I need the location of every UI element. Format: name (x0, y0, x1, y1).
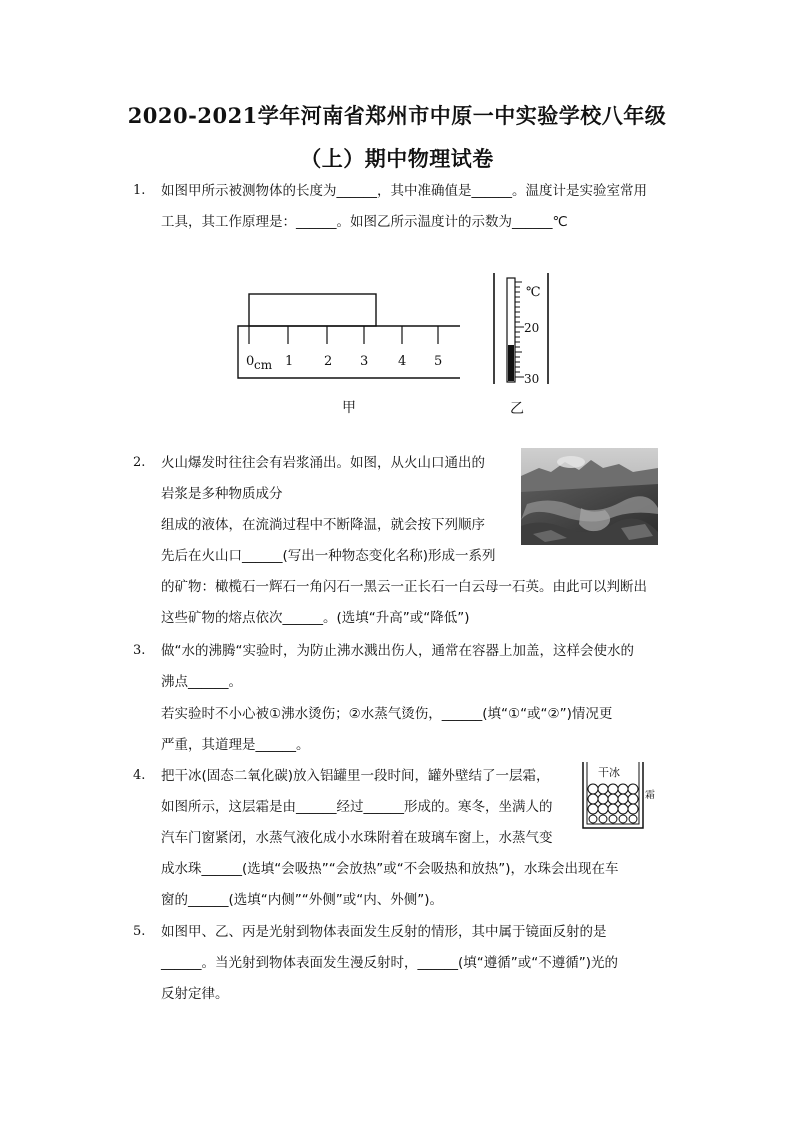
question-text-line: 把干冰(固态二氧化碳)放入铝罐里一段时间，罐外壁结了一层霜， (161, 768, 550, 784)
question-number: 1. (133, 183, 146, 198)
question-text-line: 工具，其工作原理是：______。如图乙所示温度计的示数为______℃ (161, 214, 568, 230)
ruler-ticks (249, 326, 438, 344)
thermometer (494, 273, 548, 385)
question-text-line: 成水珠______(选填“会吸热”“会放热”或“不会吸热和放热”)，水珠会出现在车 (161, 861, 619, 877)
question-text-line: 汽车门窗紧闭，水蒸气液化成小水珠附着在玻璃车窗上，水蒸气变 (161, 830, 553, 846)
question-text-line: 做“水的沸腾“实验时，为防止沸水溅出伤人，通常在容器上加盖，这样会使水的 (161, 643, 634, 659)
dry-ice-label: 干冰 (598, 766, 620, 779)
ruler-label: 2 (324, 354, 333, 369)
volcano-photo (521, 448, 658, 545)
frost-label: 霜 (645, 790, 655, 801)
question-text-line: 如图所示，这层霜是由______经过______形成的。寒冬，坐满人的 (161, 799, 553, 815)
question-text-line: ______。当光射到物体表面发生漫反射时，______(填“遵循”或“不遵循”)光的 (161, 955, 619, 971)
question-text-line: 岩浆是多种物质成分 (161, 486, 283, 502)
question-text-line: 窗的______(选填“内侧”“外侧”或“内、外侧”)。 (161, 892, 443, 908)
ruler-label: 0 (246, 354, 255, 369)
thermometer-label: 20 (524, 321, 540, 335)
ruler-label: 4 (398, 354, 407, 369)
question-text-line: 反射定律。 (161, 986, 229, 1002)
dry-ice-can-figure (578, 760, 658, 832)
question-text-line: 如图甲、乙、丙是光射到物体表面发生反射的情形，其中属于镜面反射的是 (161, 924, 607, 940)
question-text-line: 的矿物：橄榄石一辉石一角闪石一黑云一正长石一白云母一石英。由此可以判断出 (161, 579, 647, 595)
question-number: 3. (133, 643, 146, 658)
ruler-label: 1 (285, 354, 294, 369)
dry-ice-pellets (588, 784, 638, 823)
question-text-line: 先后在火山口______(写出一种物态变化名称)形成一系列 (161, 548, 496, 564)
question-text-line: 火山爆发时往往会有岩浆涌出。如图，从火山口通出的 (161, 455, 485, 471)
question-number: 2. (133, 455, 146, 470)
question-text-line: 如图甲所示被测物体的长度为______，其中准确值是______。温度计是实验室常用 (161, 183, 647, 199)
thermometer-unit: ℃ (526, 285, 541, 300)
question-number: 4. (133, 768, 146, 783)
ruler-unit: cm (254, 358, 273, 372)
question-text-line: 这些矿物的熔点依次______。(选填“升高”或“降低”) (161, 610, 470, 626)
figure-caption-jia: 甲 (342, 400, 356, 416)
thermometer-label: 30 (524, 372, 540, 385)
question-text-line: 若实验时不小心被①沸水烫伤；②水蒸气烫伤，______(填“①“或“②”)情况更 (161, 706, 613, 722)
question-text-line: 组成的液体，在流淌过程中不断降温，就会按下列顺序 (161, 517, 485, 533)
exam-title-line-1: 2020-2021学年河南省郑州市中原一中实验学校八年级 (127, 103, 667, 128)
question-text-line: 严重，其道理是______。 (161, 737, 310, 753)
question-text-line: 沸点______。 (161, 674, 242, 690)
ruler-label: 5 (434, 354, 443, 369)
question-number: 5. (133, 924, 146, 939)
thermometer-liquid (508, 345, 514, 381)
figure-caption-yi: 乙 (510, 401, 524, 417)
ruler-thermometer-figure (230, 270, 570, 385)
exam-title-line-2: （上）期中物理试卷 (300, 146, 494, 171)
ruler-label: 3 (360, 354, 369, 369)
measured-object (249, 294, 376, 326)
